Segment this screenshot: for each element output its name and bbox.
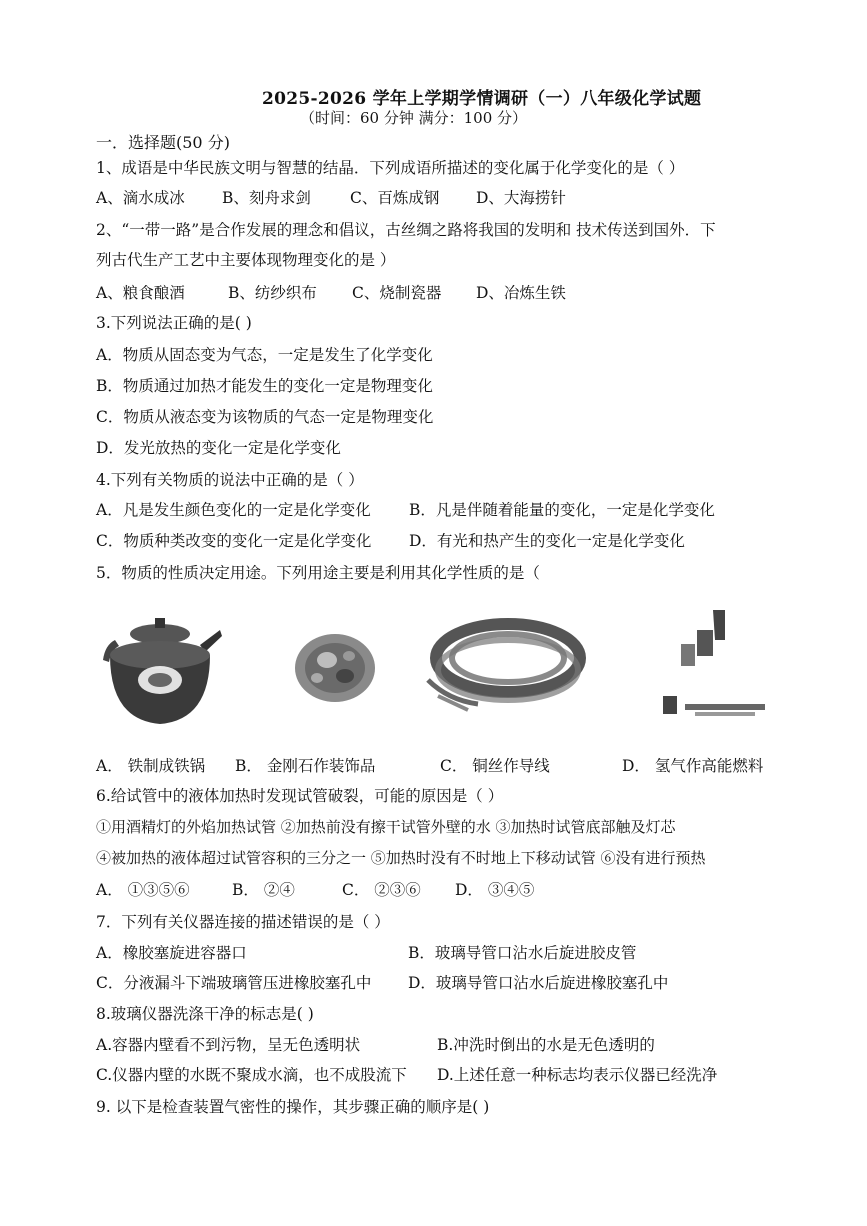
q2-option-a: A、粮食酿酒 <box>96 284 185 302</box>
q8-option-a: A.容器内壁看不到污物，呈无色透明状 <box>96 1036 361 1054</box>
q3-option-c: C．物质从液态变为该物质的气态一定是物理变化 <box>96 408 434 426</box>
q5-option-b: B． 金刚石作装饰品 <box>235 757 376 775</box>
section-title: 一．选择题(50 分) <box>96 133 230 152</box>
q2-option-d: D、冶炼生铁 <box>476 284 566 302</box>
q5-option-c: C． 铜丝作导线 <box>440 757 550 775</box>
q1-option-b: B、刻舟求剑 <box>222 189 311 207</box>
q3-option-b: B．物质通过加热才能发生的变化一定是物理变化 <box>96 377 433 395</box>
iron-pot-image <box>95 600 225 730</box>
exam-subtitle: （时间：60 分钟 满分：100 分） <box>300 109 528 127</box>
q2-stem-line1: 2、“一带一路”是合作发展的理念和倡议，古丝绸之路将我国的发明和 技术传送到国外．下 <box>96 221 716 239</box>
q4-stem: 4.下列有关物质的说法中正确的是（ ） <box>96 471 364 489</box>
q5-stem: 5．物质的性质决定用途。下列用途主要是利用其化学性质的是（ <box>96 564 540 582</box>
q6-option-a: A． ①③⑤⑥ <box>96 881 190 899</box>
q6-causes-line2: ④被加热的液体超过试管容积的三分之一 ⑤加热时没有不时地上下移动试管 ⑥没有进行预热 <box>96 849 706 867</box>
q8-option-c: C.仪器内壁的水既不聚成水滴，也不成股流下 <box>96 1066 407 1084</box>
q6-option-d: D． ③④⑤ <box>455 881 535 899</box>
q3-stem: 3.下列说法正确的是( ) <box>96 314 252 332</box>
q6-option-b: B． ②④ <box>232 881 295 899</box>
q7-option-a: A．橡胶塞旋进容器口 <box>96 944 247 962</box>
q2-option-c: C、烧制瓷器 <box>352 284 442 302</box>
q6-causes-line1: ①用酒精灯的外焰加热试管 ②加热前没有擦干试管外壁的水 ③加热时试管底部触及灯芯 <box>96 818 676 836</box>
q7-option-d: D．玻璃导管口沾水后旋进橡胶塞孔中 <box>408 974 669 992</box>
q5-option-a: A． 铁制成铁锅 <box>96 757 206 775</box>
q8-option-b: B.冲洗时倒出的水是无色透明的 <box>437 1036 655 1054</box>
q4-option-a: A．凡是发生颜色变化的一定是化学变化 <box>96 501 371 519</box>
q3-option-d: D．发光放热的变化一定是化学变化 <box>96 439 341 457</box>
q7-option-b: B．玻璃导管口沾水后旋进胶皮管 <box>408 944 637 962</box>
q1-option-d: D、大海捞针 <box>476 189 566 207</box>
q3-option-a: A．物质从固态变为气态，一定是发生了化学变化 <box>96 346 433 364</box>
q7-option-c: C．分液漏斗下端玻璃管压进橡胶塞孔中 <box>96 974 372 992</box>
q9-stem: 9. 以下是检查装置气密性的操作，其步骤正确的顺序是( ) <box>96 1098 490 1116</box>
q4-option-c: C．物质种类改变的变化一定是化学变化 <box>96 532 372 550</box>
q6-option-c: C． ②③⑥ <box>342 881 421 899</box>
q2-option-b: B、纺纱织布 <box>228 284 317 302</box>
q4-option-d: D．有光和热产生的变化一定是化学变化 <box>409 532 685 550</box>
q4-option-b: B．凡是伴随着能量的变化，一定是化学变化 <box>409 501 715 519</box>
hydrogen-fuel-image <box>655 600 770 730</box>
q6-stem: 6.给试管中的液体加热时发现试管破裂，可能的原因是（ ） <box>96 787 504 805</box>
exam-title: 2025-2026 学年上学期学情调研（一）八年级化学试题 <box>262 89 702 109</box>
q8-option-d: D.上述任意一种标志均表示仪器已经洗净 <box>437 1066 718 1084</box>
q2-stem-line2: 列古代生产工艺中主要体现物理变化的是 ） <box>96 251 396 269</box>
q1-stem: 1、成语是中华民族文明与智慧的结晶．下列成语所描述的变化属于化学变化的是（ ） <box>96 159 685 177</box>
q7-stem: 7．下列有关仪器连接的描述错误的是（ ） <box>96 913 390 931</box>
q8-stem: 8.玻璃仪器洗涤干净的标志是( ) <box>96 1005 314 1023</box>
copper-wire-image <box>418 600 588 730</box>
q1-option-a: A、滴水成冰 <box>96 189 185 207</box>
q1-option-c: C、百炼成钢 <box>350 189 440 207</box>
diamond-image <box>287 600 387 730</box>
q5-option-d: D． 氢气作高能燃料 <box>622 757 764 775</box>
